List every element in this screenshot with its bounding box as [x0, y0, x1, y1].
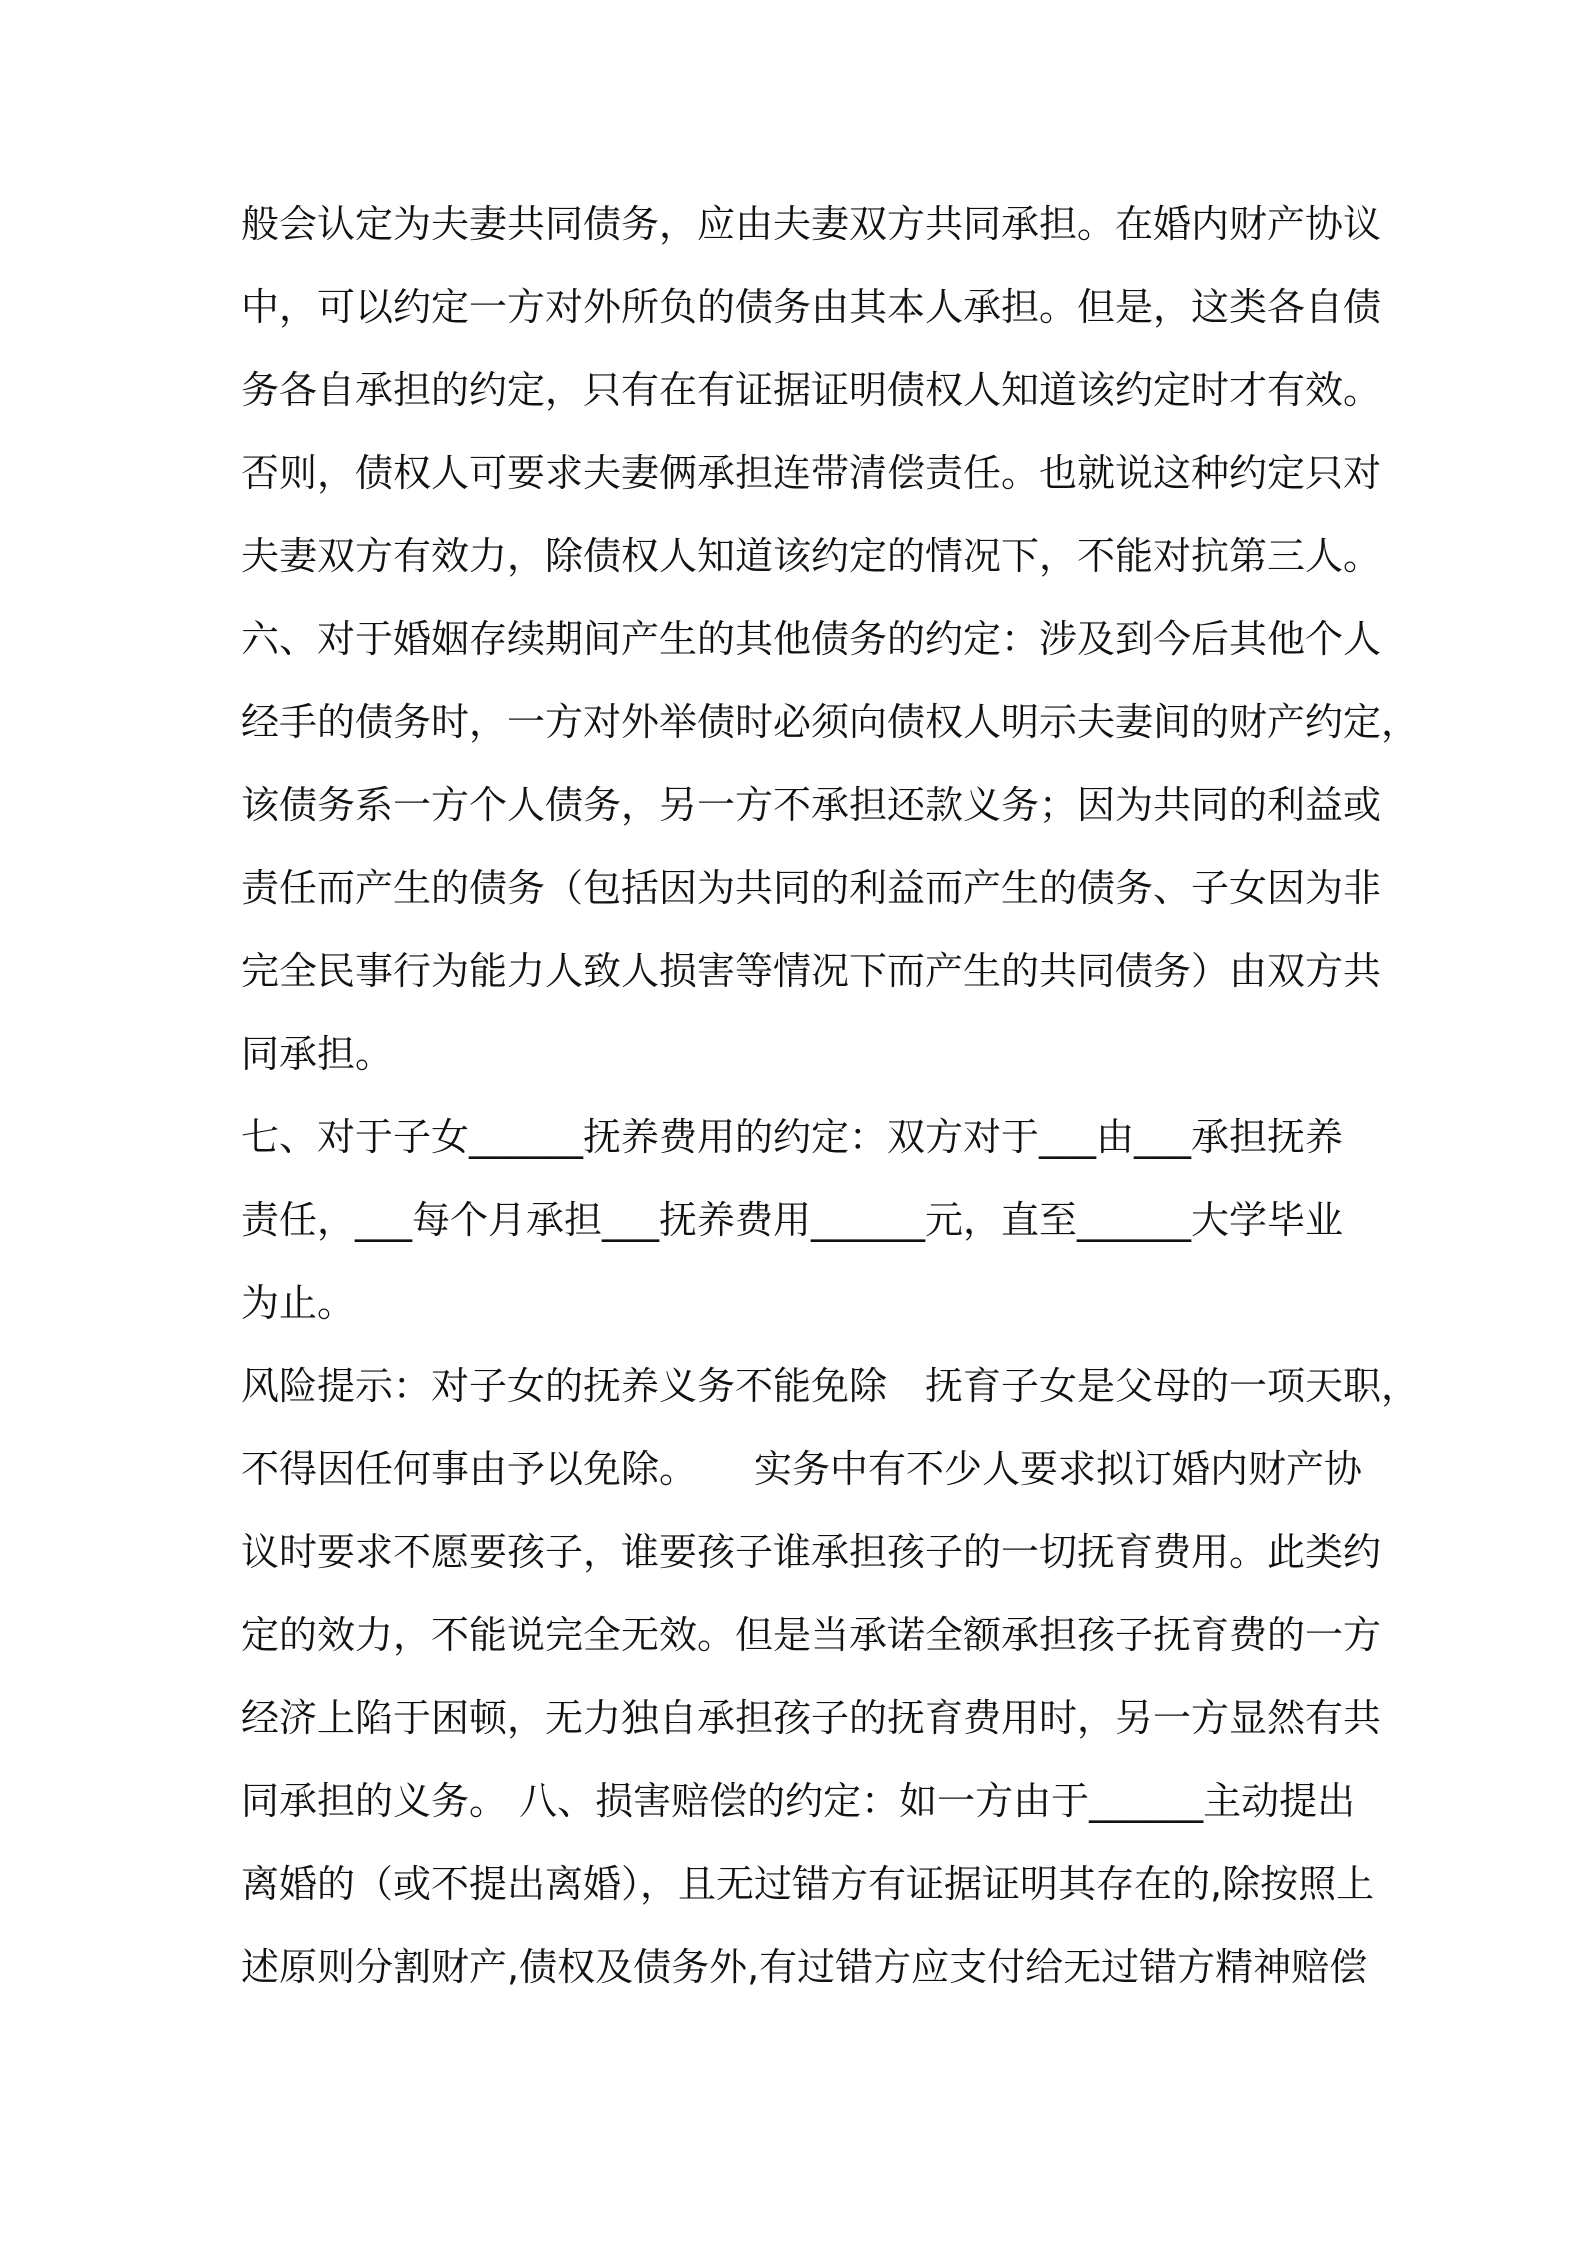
paragraph-line: 不得因任何事由予以免除。 实务中有不少人要求拟订婚内财产协 — [241, 1447, 1363, 1491]
paragraph-line: 同承担。 — [241, 1032, 394, 1076]
paragraph-line: 否则，债权人可要求夫妻俩承担连带清偿责任。也就说这种约定只对 — [241, 451, 1382, 495]
paragraph-line: 责任，___每个月承担___抚养费用______元，直至______大学毕业 — [241, 1198, 1344, 1242]
paragraph-line: 议时要求不愿要孩子，谁要孩子谁承担孩子的一切抚育费用。此类约 — [241, 1530, 1382, 1574]
paragraph-line: 为止。 — [241, 1281, 356, 1325]
paragraph-line: 经手的债务时，一方对外举债时必须向债权人明示夫妻间的财产约定， — [241, 700, 1420, 744]
paragraph-line: 般会认定为夫妻共同债务，应由夫妻双方共同承担。在婚内财产协议 — [241, 202, 1382, 246]
paragraph-line: 离婚的（或不提出离婚），且无过错方有证据证明其存在的,除按照上 — [241, 1862, 1375, 1906]
paragraph-line: 责任而产生的债务（包括因为共同的利益而产生的债务、子女因为非 — [241, 866, 1382, 910]
paragraph-line: 经济上陷于困顿，无力独自承担孩子的抚育费用时，另一方显然有共 — [241, 1696, 1382, 1740]
risk-notice-line: 风险提示：对子女的抚养义务不能免除 抚育子女是父母的一项天职， — [241, 1364, 1420, 1408]
paragraph-line: 夫妻双方有效力，除债权人知道该约定的情况下，不能对抗第三人。 — [241, 534, 1382, 578]
section-8-heading-line: 同承担的义务。 八、损害赔偿的约定：如一方由于______主动提出 — [241, 1779, 1356, 1823]
section-6-heading-line: 六、对于婚姻存续期间产生的其他债务的约定：涉及到今后其他个人 — [241, 617, 1382, 661]
paragraph-line: 完全民事行为能力人致人损害等情况下而产生的共同债务）由双方共 — [241, 949, 1382, 993]
paragraph-line: 定的效力，不能说完全无效。但是当承诺全额承担孩子抚育费的一方 — [241, 1613, 1382, 1657]
paragraph-line: 中，可以约定一方对外所负的债务由其本人承担。但是，这类各自债 — [241, 285, 1382, 329]
paragraph-line: 述原则分割财产,债权及债务外,有过错方应支付给无过错方精神赔偿 — [241, 1945, 1368, 1989]
section-7-heading-line: 七、对于子女______抚养费用的约定：双方对于___由___承担抚养 — [241, 1115, 1344, 1159]
paragraph-line: 该债务系一方个人债务，另一方不承担还款义务；因为共同的利益或 — [241, 783, 1382, 827]
paragraph-line: 务各自承担的约定，只有在有证据证明债权人知道该约定时才有效。 — [241, 368, 1382, 412]
